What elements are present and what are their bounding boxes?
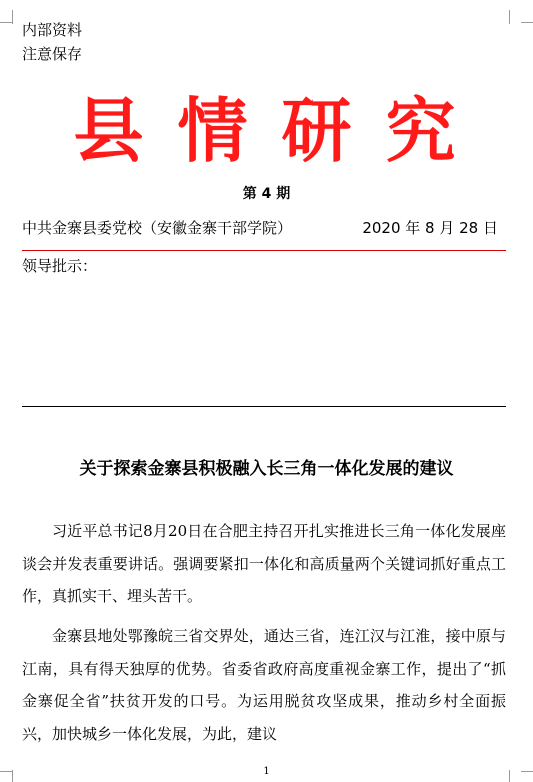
article-title: 关于探索金寨县积极融入长三角一体化发展的建议 — [79, 459, 454, 479]
article-paragraph: 金寨县地处鄂豫皖三省交界处，通达三省，连江汉与江淮，接中原与江南，具有得天独厚的优势。省委省政府高度重视金寨工作，提出了“抓金寨促全省”扶贫开发的口号。为运用脱贫攻坚成果，推动乡村全面振兴，加快城乡一体化发展，为此，建议 — [22, 627, 506, 743]
organization: 中共金寨县委党校（安徽金寨干部学院） — [22, 219, 293, 237]
article-paragraph: 习近平总书记8月20日在合肥主持召开扎实推进长三角一体化发展座谈会并发表重要讲话。强调要紧扣一体化和高质量两个关键词抓好重点工作，真抓实干、埋头苦干。 — [22, 522, 506, 605]
red-divider — [22, 250, 506, 251]
page-number: 1 — [263, 766, 270, 777]
issue-number: 第 4 期 — [242, 186, 291, 202]
masthead-title: 县情研究 — [73, 89, 490, 172]
black-divider — [22, 406, 506, 407]
crop-mark-top-right-h — [521, 22, 533, 23]
leader-instruction-label: 领导批示： — [22, 257, 98, 275]
crop-mark-top-left-h — [0, 22, 12, 23]
publication-date: 2020 年 8 月 28 日 — [362, 219, 498, 237]
classification-keep: 注意保存 — [22, 45, 83, 63]
classification-internal: 内部资料 — [22, 21, 83, 39]
